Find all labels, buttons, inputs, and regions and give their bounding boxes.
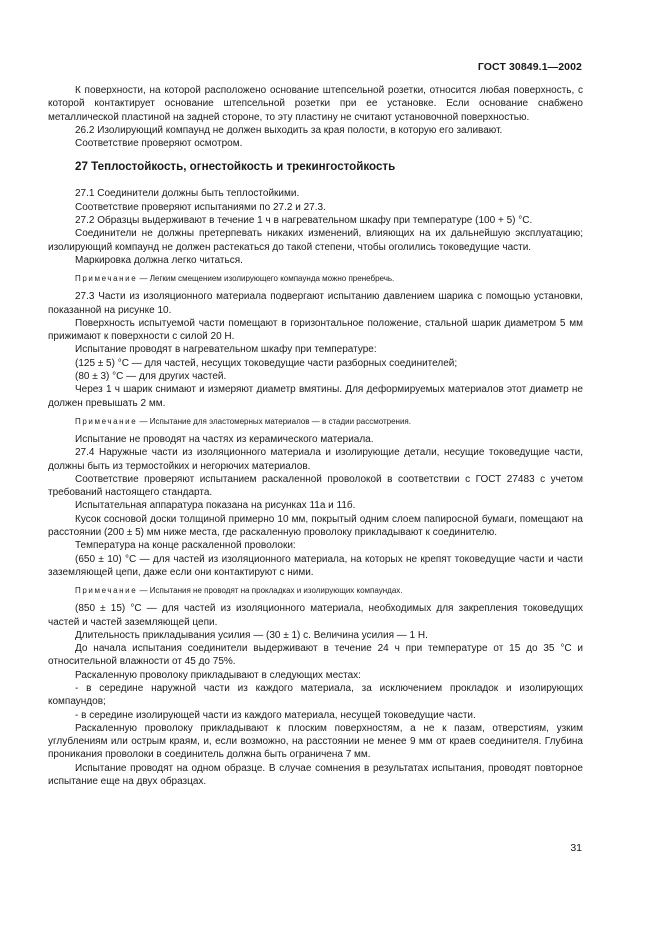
note bbox=[48, 273, 583, 284]
paragraph: Соответствие проверяют испытанием раскаленной проволокой в соответствии с ГОСТ 27483 с учетом требований настоящего стандарта. bbox=[48, 473, 583, 499]
note bbox=[48, 416, 583, 427]
paragraph: До начала испытания соединители выдерживают в течение 24 ч при температуре от 15 до 35 °С и относительной влажности от 45 до 75%. bbox=[48, 643, 583, 668]
paragraph: Маркировка должна легко читаться. bbox=[75, 254, 243, 266]
paragraph: Кусок сосновой доски толщиной примерно 10 мм, покрытый одним слоем папиросной бумаги, помещают на расстоянии (200 ± 5) мм ниже места, где раскаленную проволоку прикладывают к соединителю. bbox=[48, 513, 583, 539]
paragraph: Через 1 ч шарик снимают и измеряют диаметр вмятины. Для деформируемых материалов этот диаметр не должен превышать 2 мм. bbox=[48, 384, 583, 409]
paragraph: Соединители не должны претерпевать никаких изменений, влияющих на их дальнейшую эксплуатацию; изолирующий компаунд не должен растекаться до такой степени, чтобы оголились токоведущие части. bbox=[48, 228, 583, 253]
page-body bbox=[48, 84, 583, 788]
paragraph: Соответствие проверяют осмотром. bbox=[75, 138, 243, 150]
paragraph: - в середине наружной части из каждого материала, за исключением прокладок и изолирующих компаундов; bbox=[48, 682, 583, 708]
paragraph: К поверхности, на которой расположено основание штепсельной розетки, относится любая поверхность, с которой контактирует основание штепсельной розетки при ее установке. Если основание снабжено металлической пластиной на задней стороне, то эту пластину не считают установочной поверхностью. bbox=[48, 85, 583, 123]
paragraph: (125 ± 5) °С — для частей, несущих токоведущие части разборных соединителей; bbox=[75, 357, 458, 369]
paragraph: (650 ± 10) °С — для частей из изоляционного материала, на которых не крепят токоведущие части и части заземляющей цепи, даже если они контактируют с ними. bbox=[48, 553, 583, 578]
paragraph: 26.2 Изолирующий компаунд не должен выходить за края полости, в которую его заливают. bbox=[75, 124, 503, 136]
paragraph: Испытание не проводят на частях из керамического материала. bbox=[75, 433, 374, 445]
note-text: — Легким смещением изолирующего компаунда можно пренебречь. bbox=[137, 274, 395, 284]
paragraph: 27.4 Наружные части из изоляционного материала и изолирующие детали, несущие токоведущие части, должны быть из термостойких и негорючих материалов. bbox=[48, 447, 583, 472]
note-text: — Испытание для эластомерных материалов — в стадии рассмотрения. bbox=[137, 416, 411, 426]
paragraph: 27.3 Части из изоляционного материала подвергают испытанию давлением шарика с помощью установки, показанной на рисунке 10. bbox=[48, 291, 583, 316]
paragraph: Соответствие проверяют испытаниями по 27.2 и 27.3. bbox=[75, 201, 326, 213]
note-label: Примечание bbox=[75, 416, 138, 426]
note-text: — Испытания не проводят на прокладках и изолирующих компаундах. bbox=[137, 586, 403, 596]
paragraph: Раскаленную проволоку прикладывают к плоским поверхностям, а не к пазам, отверстиям, узким углублениям или острым краям, и, если возможно, на расстоянии не менее 9 мм от краев соединителя. Глубина проникания проволоки в соединитель должна быть ограничена 7 мм. bbox=[48, 722, 583, 761]
paragraph: 27.2 Образцы выдерживают в течение 1 ч в нагревательном шкафу при температуре (100 + 5) °С. bbox=[75, 215, 533, 227]
paragraph: Испытательная аппаратура показана на рисунках 11а и 11б. bbox=[75, 500, 356, 512]
document-header: ГОСТ 30849.1—2002 bbox=[477, 61, 582, 73]
note bbox=[48, 585, 583, 596]
paragraph: Длительность прикладывания усилия — (30 ± 1) с. Величина усилия — 1 Н. bbox=[75, 629, 428, 641]
paragraph: (80 ± 3) °С — для других частей. bbox=[75, 371, 227, 383]
note-label: Примечание bbox=[75, 586, 138, 596]
paragraph: 27.1 Соединители должны быть теплостойкими. bbox=[75, 188, 300, 200]
section-title: 27 Теплостойкость, огнестойкость и трекингостойкость bbox=[75, 160, 396, 174]
paragraph: Температура на конце раскаленной проволоки: bbox=[75, 540, 296, 552]
paragraph: Раскаленную проволоку прикладывают в следующих местах: bbox=[75, 669, 361, 681]
paragraph: Испытание проводят на одном образце. В случае сомнения в результатах испытания, проводят повторное испытание еще на двух образцах. bbox=[48, 762, 583, 788]
note-label: Примечание bbox=[75, 274, 138, 284]
page-number: 31 bbox=[570, 842, 582, 854]
paragraph: (850 ± 15) °С — для частей из изоляционного материала, необходимых для закрепления токоведущих частей и частей заземляющей цепи. bbox=[48, 603, 583, 628]
paragraph: Поверхность испытуемой части помещают в горизонтальное положение, стальной шарик диаметром 5 мм прижимают к поверхности с силой 20 Н. bbox=[48, 317, 583, 343]
paragraph: Испытание проводят в нагревательном шкафу при температуре: bbox=[75, 344, 377, 356]
paragraph: - в середине изолирующей части из каждого материала, несущей токоведущие части. bbox=[75, 709, 476, 721]
